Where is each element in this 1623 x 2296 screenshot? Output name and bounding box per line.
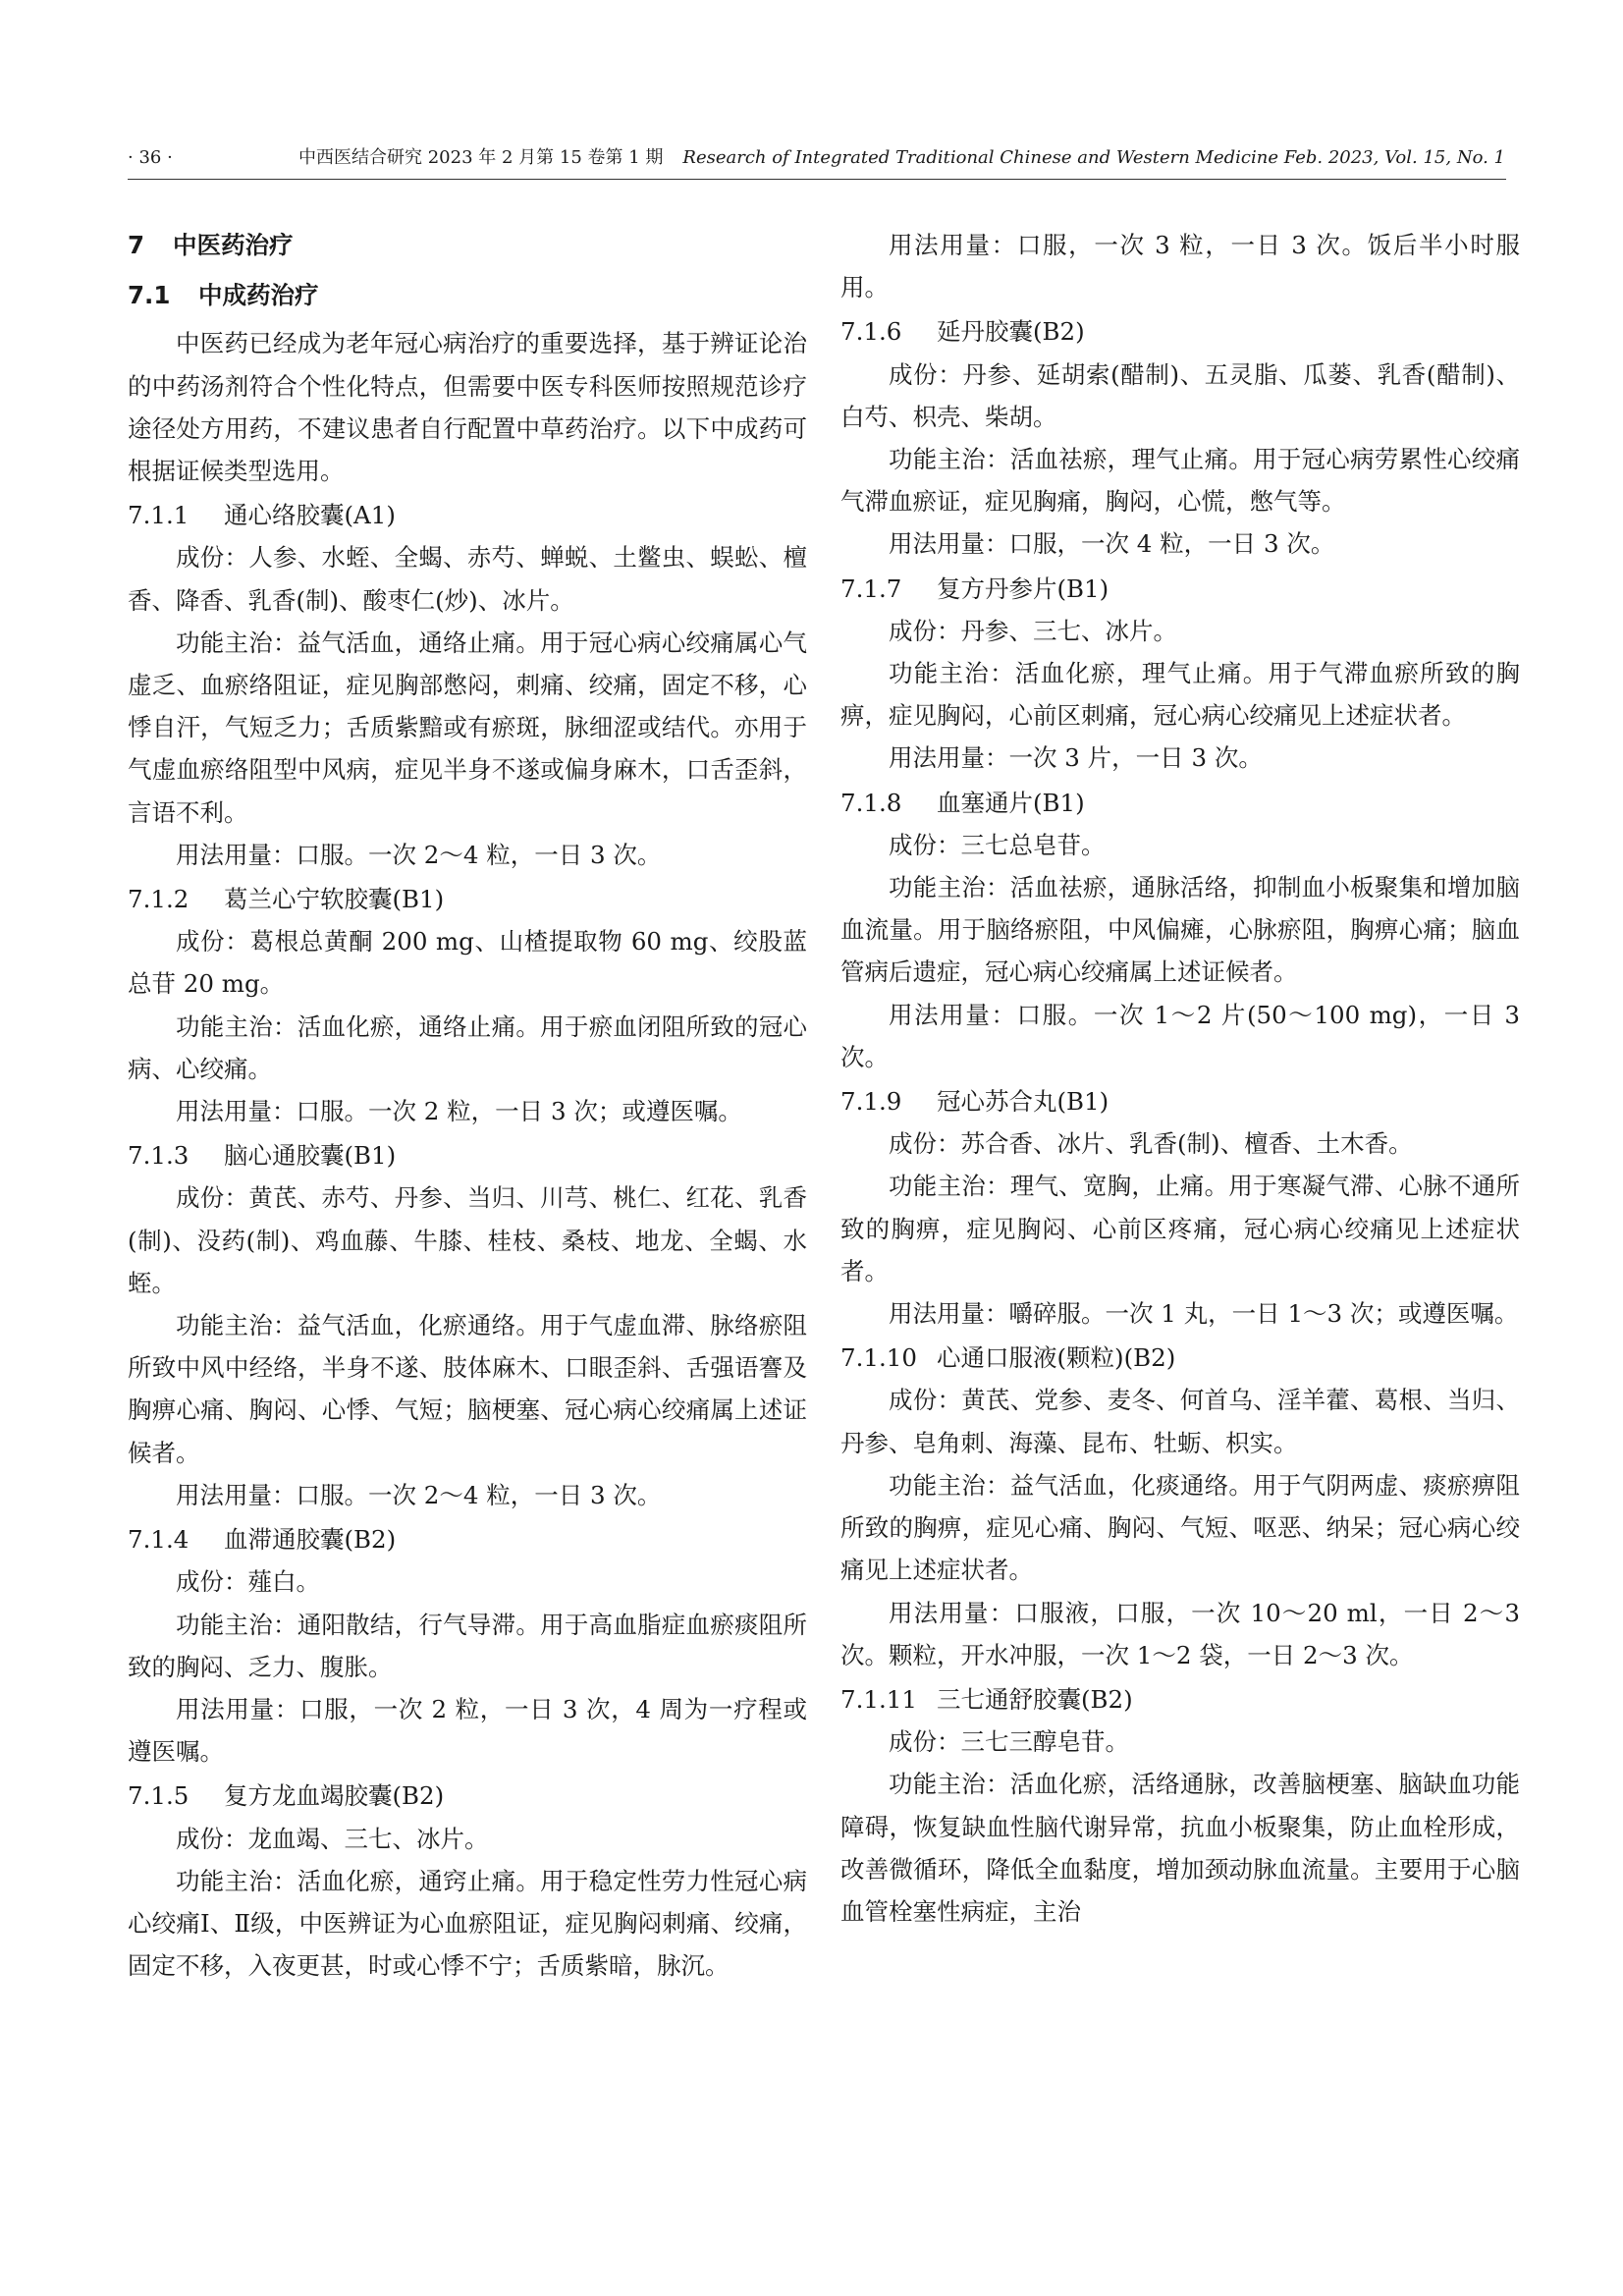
paragraph: 成份：丹参、三七、冰片。 xyxy=(889,616,1177,645)
paragraph: 中医药已经成为老年冠心病治疗的重要选择，基于辨证论治的中药汤剂符合个性化特点，但需要中医专科医师按照规范诊疗途径处方用药，不建议患者自行配置中草药治疗。以下中成药可根据证候类型选用。 xyxy=(128,329,807,486)
paragraph: 成份：薤白。 xyxy=(176,1567,320,1597)
heading-text: 中医药治疗 xyxy=(173,231,294,259)
paragraph: 成份：丹参、延胡索(醋制)、五灵脂、瓜蒌、乳香(醋制)、白芍、枳壳、柴胡。 xyxy=(840,359,1520,431)
heading-text: 脑心通胶囊(B1) xyxy=(224,1141,397,1171)
paragraph: 功能主治：活血化瘀，活络通脉，改善脑梗塞、脑缺血功能障碍，恢复缺血性脑代谢异常，抗血小板聚集，防止血栓形成，改善微循环，降低全血黏度，增加颈动脉血流量。主要用于心脑血管栓塞性病症，主治 xyxy=(840,1770,1520,1926)
paragraph: 用法用量：口服液，口服，一次 10～20 ml，一日 2～3 次。颗粒，开水冲服，一次 1～2 袋，一日 2～3 次。 xyxy=(840,1598,1520,1669)
subsection-heading xyxy=(128,494,807,536)
heading-number: 7.1.3 xyxy=(128,1141,189,1171)
paragraph: 用法用量：口服，一次 2 粒，一日 3 次，4 周为一疗程或遵医嘱。 xyxy=(128,1694,807,1767)
heading-text: 通心络胶囊(A1) xyxy=(224,501,396,530)
paragraph: 成份：人参、水蛭、全蝎、赤芍、蝉蜕、土鳖虫、蜈蚣、檀香、降香、乳香(制)、酸枣仁(炒)、冰片。 xyxy=(128,543,807,615)
heading-text: 复方龙血竭胶囊(B2) xyxy=(224,1781,445,1811)
paragraph: 用法用量：口服。一次 2～4 粒，一日 3 次。 xyxy=(176,840,662,869)
subsection-heading xyxy=(840,782,1520,824)
heading-number: 7 xyxy=(128,231,145,259)
heading-text: 心通口服液(颗粒)(B2) xyxy=(937,1343,1176,1373)
paragraph: 成份：黄芪、赤芍、丹参、当归、川芎、桃仁、红花、乳香(制)、没药(制)、鸡血藤、牛膝、桂枝、桑枝、地龙、全蝎、水蛭。 xyxy=(128,1183,807,1297)
heading-number: 7.1.8 xyxy=(840,788,902,817)
heading-number: 7.1.10 xyxy=(840,1343,917,1373)
paragraph: 成份：黄芪、党参、麦冬、何首乌、淫羊藿、葛根、当归、丹参、皂角刺、海藻、昆布、牡蛎、枳实。 xyxy=(840,1386,1520,1457)
header-rule xyxy=(128,179,1506,180)
paragraph: 用法用量：一次 3 片，一日 3 次。 xyxy=(889,743,1263,773)
paragraph: 用法用量：口服。一次 2 粒，一日 3 次；或遵医嘱。 xyxy=(176,1097,742,1126)
heading-text: 三七通舒胶囊(B2) xyxy=(937,1684,1133,1714)
heading-number: 7.1 xyxy=(128,281,171,310)
paragraph: 功能主治：活血化瘀，通窍止痛。用于稳定性劳力性冠心病心绞痛Ⅰ、Ⅱ级，中医辨证为心血瘀阻证，症见胸闷刺痛、绞痛，固定不移，入夜更甚，时或心悸不宁；舌质紫暗，脉沉。 xyxy=(128,1866,807,1981)
running-header xyxy=(128,143,1506,169)
paragraph: 功能主治：益气活血，通络止痛。用于冠心病心绞痛属心气虚乏、血瘀络阻证，症见胸部憋闷，刺痛、绞痛，固定不移，心悸自汗，气短乏力；舌质紫黯或有瘀斑，脉细涩或结代。亦用于气虚血瘀络阻型中风病，症见半身不遂或偏身麻木，口舌歪斜，言语不利。 xyxy=(128,628,807,827)
subsection-heading xyxy=(128,274,807,316)
paragraph: 用法用量：口服。一次 2～4 粒，一日 3 次。 xyxy=(176,1480,662,1509)
heading-number: 7.1.11 xyxy=(840,1684,917,1714)
subsection-heading xyxy=(840,1678,1520,1721)
heading-text: 冠心苏合丸(B1) xyxy=(937,1087,1109,1117)
heading-text: 延丹胶囊(B2) xyxy=(937,317,1085,347)
right-column xyxy=(840,224,1520,1933)
paragraph: 用法用量：口服，一次 3 粒，一日 3 次。饭后半小时服用。 xyxy=(840,231,1520,302)
journal-title-cn: 中西医结合研究 2023 年 2 月第 15 卷第 1 期 xyxy=(298,147,664,168)
heading-text: 血塞通片(B1) xyxy=(937,788,1085,817)
paragraph: 用法用量：口服。一次 1～2 片(50～100 mg)，一日 3 次。 xyxy=(840,1000,1520,1071)
subsection-heading xyxy=(840,1337,1520,1379)
heading-text: 血滞通胶囊(B2) xyxy=(224,1525,397,1555)
paragraph: 功能主治：活血化瘀，通络止痛。用于瘀血闭阻所致的冠心病、心绞痛。 xyxy=(128,1011,807,1083)
paragraph: 成份：三七总皂苷。 xyxy=(889,830,1106,859)
paragraph: 成份：三七三醇皂苷。 xyxy=(889,1727,1129,1757)
subsection-heading xyxy=(128,1134,807,1176)
paragraph: 功能主治：益气活血，化瘀通络。用于气虚血滞、脉络瘀阻所致中风中经络，半身不遂、肢体麻木、口眼歪斜、舌强语謇及胸痹心痛、胸闷、心悸、气短；脑梗塞、冠心病心绞痛属上述证候者。 xyxy=(128,1311,807,1467)
subsection-heading xyxy=(128,878,807,920)
paragraph: 功能主治：通阳散结，行气导滞。用于高血脂症血瘀痰阻所致的胸闷、乏力、腹胀。 xyxy=(128,1610,807,1681)
heading-number: 7.1.9 xyxy=(840,1087,902,1117)
subsection-heading xyxy=(840,310,1520,353)
subsection-heading xyxy=(840,568,1520,610)
paragraph: 用法用量：嚼碎服。一次 1 丸，一日 1～3 次；或遵医嘱。 xyxy=(889,1299,1519,1329)
heading-number: 7.1.1 xyxy=(128,501,189,530)
heading-number: 7.1.4 xyxy=(128,1525,189,1555)
subsection-heading xyxy=(128,1518,807,1560)
subsection-heading xyxy=(128,1775,807,1817)
paragraph: 成份：葛根总黄酮 200 mg、山楂提取物 60 mg、绞股蓝总苷 20 mg。 xyxy=(128,927,807,999)
paragraph: 功能主治：理气、宽胸，止痛。用于寒凝气滞、心脉不通所致的胸痹，症见胸闷、心前区疼痛，冠心病心绞痛见上述症状者。 xyxy=(840,1172,1520,1285)
section-heading xyxy=(128,224,807,266)
paragraph: 成份：苏合香、冰片、乳香(制)、檀香、土木香。 xyxy=(889,1129,1413,1159)
paragraph: 功能主治：活血化瘀，理气止痛。用于气滞血瘀所致的胸痹，症见胸闷，心前区刺痛，冠心病心绞痛见上述症状者。 xyxy=(840,659,1520,731)
paragraph: 功能主治：活血祛瘀，通脉活络，抑制血小板聚集和增加脑血流量。用于脑络瘀阻，中风偏瘫，心脉瘀阻，胸痹心痛；脑血管病后遗症，冠心病心绞痛属上述证候者。 xyxy=(840,873,1520,987)
heading-number: 7.1.6 xyxy=(840,317,902,347)
heading-text: 葛兰心宁软胶囊(B1) xyxy=(224,885,445,914)
heading-number: 7.1.2 xyxy=(128,885,189,914)
paragraph: 成份：龙血竭、三七、冰片。 xyxy=(176,1824,489,1853)
journal-title-en: Research of Integrated Traditional Chinese and Western Medicine Feb. 2023, Vol. 15, No. 1 xyxy=(682,147,1505,168)
left-column xyxy=(128,224,807,1987)
paragraph: 用法用量：口服，一次 4 粒，一日 3 次。 xyxy=(889,529,1335,559)
paragraph: 功能主治：活血祛瘀，理气止痛。用于冠心病劳累性心绞痛气滞血瘀证，症见胸痛，胸闷，心慌，憋气等。 xyxy=(840,445,1520,517)
heading-number: 7.1.7 xyxy=(840,574,902,603)
heading-text: 复方丹参片(B1) xyxy=(937,574,1109,603)
heading-number: 7.1.5 xyxy=(128,1781,189,1811)
heading-text: 中成药治疗 xyxy=(198,281,319,310)
page-number: · 36 · xyxy=(128,147,173,168)
paragraph: 功能主治：益气活血，化痰通络。用于气阴两虚、痰瘀痹阻所致的胸痹，症见心痛、胸闷、气短、呕恶、纳呆；冠心病心绞痛见上述症状者。 xyxy=(840,1470,1520,1585)
subsection-heading xyxy=(840,1080,1520,1122)
